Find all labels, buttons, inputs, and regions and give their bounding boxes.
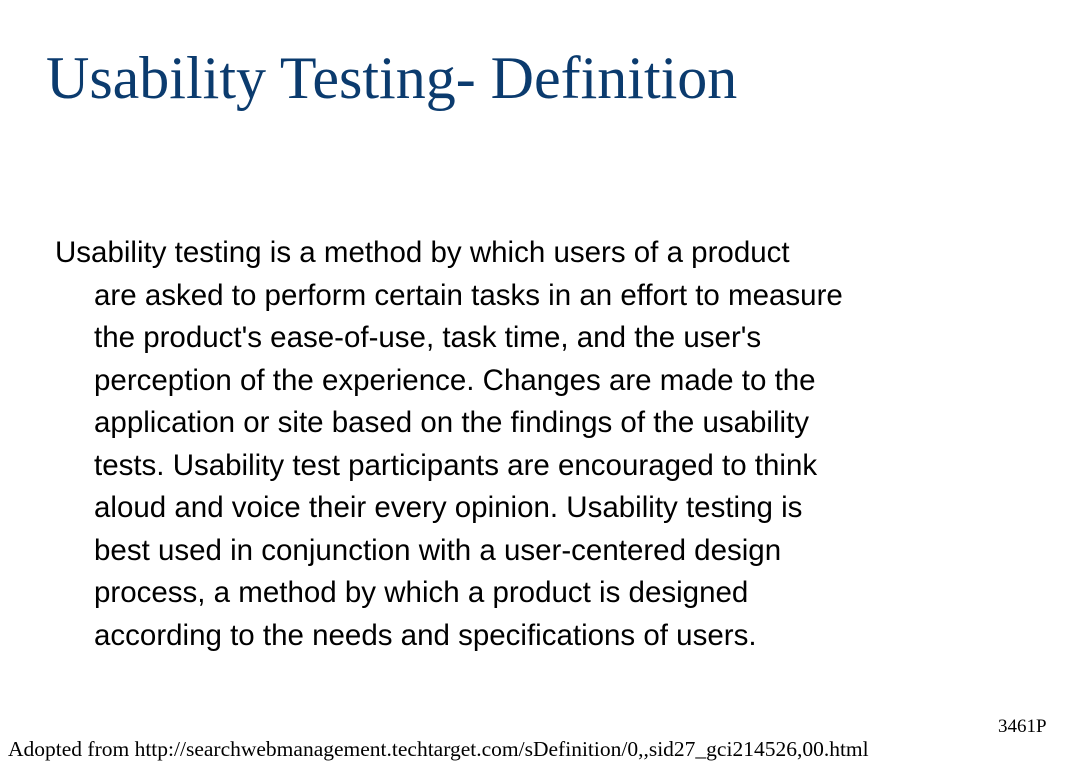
paragraph-line: Usability testing is a method by which users of a product <box>55 236 790 269</box>
paragraph-line: application or site based on the findings of the usability <box>94 406 810 439</box>
paragraph-line: aloud and voice their every opinion. Usability testing is <box>94 491 803 524</box>
paragraph-line: process, a method by which a product is designed <box>94 576 749 609</box>
paragraph-line: perception of the experience. Changes are made to the <box>94 363 816 397</box>
paragraph-line: are asked to perform certain tasks in an effort to measure <box>94 278 843 312</box>
source-citation: Adopted from http://searchwebmanagement.techtarget.com/sDefinition/0,,sid27_gci214526,00.html <box>8 737 869 761</box>
paragraph-line: best used in conjunction with a user-centered design <box>94 533 782 567</box>
paragraph-line: tests. Usability test participants are encouraged to think <box>94 448 818 482</box>
slide-title: Usability Testing- Definition <box>46 45 738 111</box>
slide-number: 3461P <box>998 716 1047 737</box>
paragraph-line: the product's ease-of-use, task time, and the user's <box>94 321 762 354</box>
definition-paragraph <box>55 232 1065 657</box>
paragraph-line: according to the needs and specifications of users. <box>94 618 757 652</box>
